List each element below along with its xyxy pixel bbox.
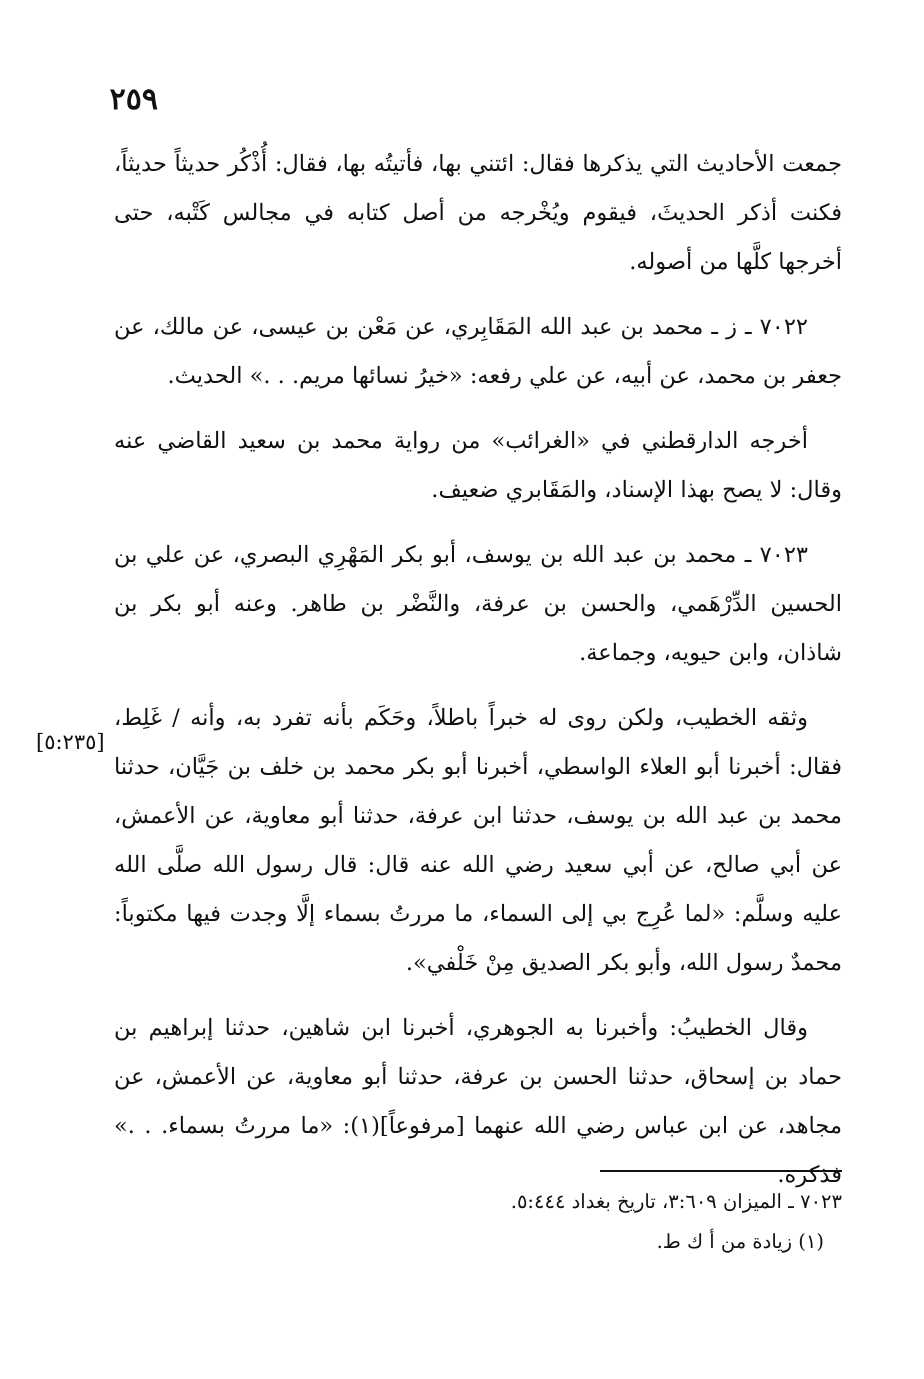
- footnote-1: (١) زيادة من أ ك ط.: [656, 1230, 824, 1253]
- footnote-source: ٧٠٢٣ ـ الميزان ٣:٦٠٩، تاريخ بغداد ٥:٤٤٤.: [510, 1190, 842, 1213]
- paragraph-continuation: جمعت الأحاديث التي يذكرها فقال: ائتني بها، فأتيتُه بها، فقال: أُذْكُر حديثاً حديثاً، فكنت أذكر الحديثَ، فيقوم ويُخْرجه من أصل كتابه في مجالس كَتْبه، حتى أخرجها كلَّها من أصوله.: [114, 151, 842, 275]
- paragraph-second-chain: وقال الخطيبُ: وأخبرنا به الجوهري، أخبرنا ابن شاهين، حدثنا إبراهيم بن حماد بن إسحاق، حدثنا الحسن بن عرفة، حدثنا أبو معاوية، عن الأعمش، عن مجاهد، عن ابن عباس رضي الله عنهما [مرفوعاً](١): «ما مررتُ بسماء. . .» فذكره.: [114, 1015, 842, 1188]
- margin-reference: [٥:٢٣٥]: [36, 730, 105, 754]
- footnote-divider: [600, 1170, 842, 1172]
- main-text: [114, 140, 842, 1216]
- paragraph-narration: وثقه الخطيب، ولكن روى له خبراً باطلاً، وحَكَم بأنه تفرد به، وأنه / غَلِط، فقال: أخبرنا أبو العلاء الواسطي، أخبرنا أبو بكر محمد بن خلف بن جَيَّان، حدثنا محمد بن عبد الله بن يوسف، حدثنا ابن عرفة، حدثنا أبو معاوية، عن الأعمش، عن أبي صالح، عن أبي سعيد رضي الله عنه قال: قال رسول الله صلَّى الله عليه وسلَّم: «لما عُرِج بي إلى السماء، ما مررتُ بسماء إلَّا وجدت فيها مكتوباً: محمدٌ رسول الله، وأبو بكر الصديق مِنْ خَلْفي».: [114, 705, 842, 976]
- entry-7023: ٧٠٢٣ ـ محمد بن عبد الله بن يوسف، أبو بكر المَهْرِي البصري، عن علي بن الحسين الدِّرْهَمي، والحسن بن عرفة، والنَّضْر بن طاهر. وعنه أبو بكر بن شاذان، وابن حيويه، وجماعة.: [114, 542, 842, 666]
- entry-7022: ٧٠٢٢ ـ ز ـ محمد بن عبد الله المَقَابِري، عن مَعْن بن عيسى، عن مالك، عن جعفر بن محمد، عن أبيه، عن علي رفعه: «خيرُ نسائها مريم. . .» الحديث.: [114, 314, 842, 389]
- footnotes: [114, 1182, 842, 1262]
- paragraph-commentary: أخرجه الدارقطني في «الغرائب» من رواية محمد بن سعيد القاضي عنه وقال: لا يصح بهذا الإسناد، والمَقَابري ضعيف.: [114, 428, 842, 503]
- page-number: ٢٥٩: [109, 82, 158, 117]
